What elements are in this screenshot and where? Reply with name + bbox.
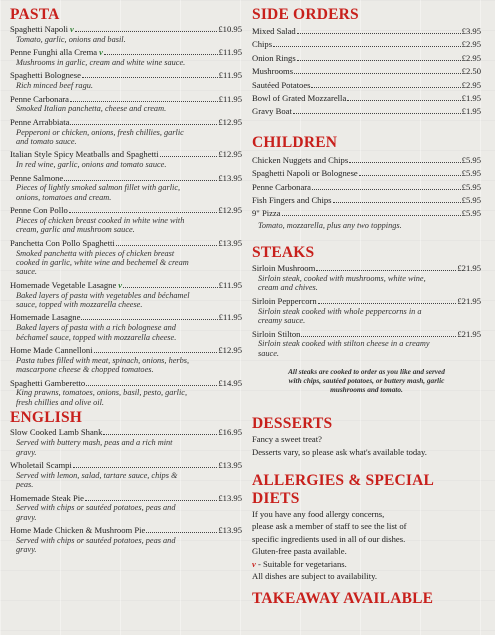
- menu-item-description: Rich minced beef ragu.: [16, 81, 93, 91]
- dot-leader: [301, 330, 456, 337]
- menu-item-line: [10, 94, 242, 105]
- dot-leader: [318, 297, 457, 304]
- menu-item-name: Mixed Salad: [252, 26, 296, 36]
- menu-item-price: £2.95: [461, 39, 481, 50]
- menu-item-name: Penne Con Pollo: [10, 205, 68, 216]
- menu-item-description: sauce.: [258, 348, 279, 358]
- menu-item-description: sauce, topped with mozzarella cheese.: [16, 300, 143, 310]
- menu-item: [10, 238, 242, 280]
- menu-item-name: Wholetail Scampi: [10, 459, 72, 470]
- dot-leader: [70, 95, 218, 102]
- menu-item-description: King prawns, tomatoes, onions, basil, pesto, garlic,: [16, 388, 188, 398]
- menu-item-description: Baked layers of pasta with a rich bolognese and: [16, 323, 176, 333]
- children-heading: CHILDREN: [252, 133, 338, 151]
- menu-item-description: cream, garlic and mushroom sauce.: [16, 225, 135, 235]
- menu-item-name: 9" Pizza: [252, 208, 281, 219]
- menu-item-price: £3.95: [461, 26, 481, 36]
- dot-leader: [312, 183, 461, 190]
- steaks-note-line: mushrooms and tomato.: [330, 385, 403, 395]
- desserts-text: [252, 433, 481, 458]
- menu-item-description: Baked layers of pasta with vegetables and béchamel: [16, 290, 190, 300]
- menu-item-price: £11.95: [218, 93, 242, 104]
- menu-item-name: Spaghetti Napoli or Bolognese: [252, 168, 358, 179]
- menu-item: [252, 92, 481, 105]
- menu-item-line: [10, 460, 242, 471]
- menu-item-name: Sirloin Mushroom: [252, 263, 316, 274]
- menu-item-line: [252, 79, 481, 92]
- dot-leader: [282, 209, 461, 216]
- menu-item-price: £11.95: [218, 70, 242, 81]
- menu-item: [252, 167, 481, 180]
- menu-item-description: Pepperoni or chicken, onions, fresh chillies, garlic: [16, 127, 184, 137]
- menu-item-line: [252, 329, 481, 340]
- menu-item-price: £11.95: [218, 279, 242, 290]
- dot-leader: [104, 48, 218, 55]
- menu-item-price: £10.95: [218, 24, 242, 34]
- menu-item-price: £2.95: [461, 79, 481, 90]
- menu-item-line: [252, 167, 481, 180]
- menu-item-description: Sirloin steak, cooked with mushrooms, white wine,: [258, 274, 426, 284]
- desserts-line: Desserts vary, so please ask what's available today.: [252, 446, 427, 457]
- menu-item: [10, 427, 242, 460]
- dot-leader: [359, 169, 461, 176]
- dot-leader: [81, 313, 217, 320]
- dot-leader: [64, 174, 217, 181]
- allergies-line: Gluten-free pasta available.: [252, 546, 347, 557]
- menu-item-price: £5.95: [461, 154, 481, 165]
- menu-item-price: £11.95: [218, 47, 242, 58]
- menu-item-line: [10, 149, 242, 160]
- steaks-note-line: with chips, sautéed potatoes, or buttery mash, garlic: [288, 376, 445, 386]
- menu-item-description: mascarpone cheese & chopped tomatoes.: [16, 365, 154, 375]
- menu-item-name: Sirloin Stilton: [252, 328, 301, 339]
- menu-item-description: Sirloin steak cooked with whole peppercorns in a: [258, 306, 422, 316]
- dot-leader: [86, 379, 217, 386]
- menu-item-price: £12.95: [218, 149, 242, 160]
- menu-item-price: £12.95: [218, 116, 242, 127]
- takeaway-heading: TAKEAWAY AVAILABLE: [252, 590, 434, 608]
- menu-item-name: Penne Salmone: [10, 172, 64, 183]
- menu-item-line: [10, 427, 242, 438]
- menu-item-description: Served with buttery mash, peas and a rich mint: [16, 438, 173, 448]
- vegetarian-mark: v: [118, 279, 123, 290]
- menu-item-description: onions, tomatoes and cream.: [16, 192, 112, 202]
- menu-item-description: gravy.: [16, 447, 37, 457]
- menu-item: [252, 105, 481, 118]
- menu-item: [252, 181, 481, 194]
- menu-item-description: creamy sauce.: [258, 316, 306, 326]
- menu-item-name: Home Made Chicken & Mushroom Pie: [10, 525, 146, 536]
- menu-item-name: Homemade Vegetable Lasagne: [10, 279, 117, 290]
- menu-item-description: Pieces of lightly smoked salmon fillet with garlic,: [16, 183, 181, 193]
- availability-note: All dishes are subject to availability.: [252, 570, 377, 581]
- menu-item-name: Bowl of Grated Mozzarella: [252, 93, 347, 104]
- dot-leader: [273, 40, 461, 47]
- menu-item: [10, 117, 242, 150]
- menu-item-description: gravy.: [16, 512, 37, 522]
- menu-item-description: In red wine, garlic, onions and tomato sauce.: [16, 160, 167, 170]
- menu-item: [252, 296, 481, 329]
- menu-item-line: [10, 525, 242, 536]
- menu-item: [252, 79, 481, 92]
- menu-item-line: [252, 181, 481, 194]
- menu-item: [10, 312, 242, 345]
- menu-item-price: £16.95: [218, 427, 242, 438]
- menu-item: [252, 52, 481, 65]
- dot-leader: [316, 264, 456, 271]
- menu-item-price: £21.95: [457, 328, 481, 339]
- menu-item-line: [10, 345, 242, 356]
- menu-item-price: £21.95: [457, 295, 481, 306]
- menu-item-name: Chips: [252, 39, 273, 50]
- menu-item-line: [10, 493, 242, 504]
- menu-item-price: £12.95: [218, 345, 242, 356]
- menu-item-description: gravy.: [16, 545, 37, 555]
- menu-item-price: £5.95: [461, 195, 481, 206]
- menu-item-name: Onion Rings: [252, 52, 296, 63]
- menu-item-line: [252, 194, 481, 207]
- children-list: [252, 154, 481, 230]
- dot-leader: [70, 118, 217, 125]
- menu-item: [10, 94, 242, 117]
- dot-leader: [82, 71, 218, 78]
- vegetarian-key: v - Suitable for vegetarians.: [252, 558, 347, 569]
- menu-item-price: £13.95: [218, 172, 242, 183]
- dot-leader: [146, 526, 217, 533]
- allergies-line: specific ingredients used in all of our dishes.: [252, 533, 406, 544]
- menu-item: [252, 38, 481, 51]
- menu-item-line: [252, 207, 481, 220]
- menu-item-description: Tomato, mozzarella, plus any two toppings.: [258, 220, 402, 230]
- english-list: [10, 427, 242, 554]
- menu-item-line: [10, 173, 242, 184]
- menu-item-name: Fish Fingers and Chips: [252, 195, 332, 206]
- vegetarian-mark: v: [99, 47, 103, 58]
- menu-item-line: [252, 296, 481, 307]
- menu-item-price: £1.95: [461, 106, 481, 117]
- side-orders-heading: SIDE ORDERS: [252, 6, 359, 23]
- dot-leader: [293, 107, 461, 114]
- menu-item-description: Mushrooms in garlic, cream and white wine sauce.: [16, 58, 186, 67]
- menu-item: [10, 460, 242, 493]
- menu-item-name: Gravy Boat: [252, 106, 292, 117]
- steaks-list: [252, 263, 481, 358]
- menu-item-description: Tomato, garlic, onions and basil.: [16, 34, 126, 44]
- right-column: [252, 6, 481, 608]
- dot-leader: [297, 27, 461, 34]
- allergies-line: If you have any food allergy concerns,: [252, 508, 385, 519]
- dot-leader: [85, 494, 217, 501]
- menu-item-name: Chicken Nuggets and Chips: [252, 154, 349, 165]
- dot-leader: [94, 346, 218, 353]
- menu-item-price: £13.95: [218, 237, 242, 248]
- dot-leader: [294, 67, 461, 74]
- steaks-note: [252, 367, 481, 394]
- steaks-heading: STEAKS: [252, 244, 315, 262]
- menu-item-name: Sirloin Peppercorn: [252, 295, 317, 306]
- vegetarian-mark: v: [70, 24, 74, 34]
- menu-item-line: [10, 47, 242, 58]
- menu-item-name: Spaghetti Bolognese: [10, 70, 81, 81]
- dot-leader: [69, 206, 218, 213]
- menu-item: [10, 280, 242, 313]
- pasta-heading: PASTA: [10, 6, 60, 23]
- menu-item-price: £13.95: [218, 459, 242, 470]
- menu-item: [10, 205, 242, 238]
- menu-item-name: Penne Carbonara: [10, 93, 69, 104]
- menu-item-description: Served with lemon, salad, tartare sauce, chips &: [16, 470, 178, 480]
- dot-leader: [116, 239, 218, 246]
- menu-item-description: béchamel sauce, topped with mozzarella cheese.: [16, 332, 177, 342]
- menu-item: [10, 173, 242, 206]
- dot-leader: [311, 81, 460, 88]
- menu-item-description: sauce.: [16, 267, 37, 277]
- menu-item-line: [10, 24, 242, 35]
- menu-item-description: and tomato sauce.: [16, 137, 77, 147]
- menu-item-description: Pasta tubes filled with meat, spinach, onions, herbs,: [16, 355, 190, 365]
- menu-item-description: Sirloin steak cooked with stilton cheese in a creamy: [258, 339, 430, 349]
- menu-item: [252, 329, 481, 359]
- menu-item-line: [252, 154, 481, 167]
- allergies-text: [252, 508, 481, 582]
- menu-item-description: cream and chives.: [258, 283, 318, 293]
- menu-item: [10, 345, 242, 378]
- menu-item-description: Smoked panchetta with pieces of chicken breast: [16, 248, 175, 258]
- menu-item-name: Italian Style Spicy Meatballs and Spaghetti: [10, 149, 159, 160]
- menu-item-line: [10, 280, 242, 291]
- menu-item: [252, 207, 481, 230]
- dot-leader: [75, 25, 218, 32]
- steaks-note-line: All steaks are cooked to order as you like and served: [288, 367, 445, 377]
- menu-item-description: Pieces of chicken breast cooked in white wine with: [16, 216, 185, 226]
- menu-item-price: £5.95: [461, 181, 481, 192]
- menu-item-name: Mushrooms: [252, 66, 294, 77]
- menu-item-description: Served with chips or sautéed potatoes, peas and: [16, 503, 176, 513]
- menu-item-line: [252, 52, 481, 65]
- menu-item-price: £12.95: [218, 205, 242, 216]
- left-column: [10, 6, 242, 555]
- menu-item-name: Spaghetti Napoli: [10, 24, 68, 34]
- menu-item-line: [252, 92, 481, 105]
- menu-item-price: £13.95: [218, 492, 242, 503]
- menu-item-price: £2.50: [461, 66, 481, 77]
- menu-item: [252, 263, 481, 296]
- menu-item-line: [10, 117, 242, 128]
- menu-item-price: £21.95: [457, 263, 481, 274]
- menu-item-description: fresh chillies and olive oil.: [16, 397, 104, 407]
- menu-item: [252, 194, 481, 207]
- menu-item-description: Smoked Italian panchetta, cheese and cream.: [16, 104, 167, 114]
- menu-item-description: peas.: [16, 480, 34, 490]
- dot-leader: [333, 196, 461, 203]
- menu-item-price: £1.95: [461, 93, 481, 104]
- menu-item-price: £13.95: [218, 525, 242, 536]
- menu-item-name: Panchetta Con Pollo Spaghetti: [10, 237, 115, 248]
- menu-item: [10, 47, 242, 70]
- dot-leader: [160, 150, 218, 157]
- menu-item: [10, 378, 242, 408]
- menu-item: [252, 65, 481, 78]
- menu-item: [10, 525, 242, 555]
- menu-item-line: [10, 205, 242, 216]
- menu-item-line: [10, 378, 242, 389]
- menu-item-name: Penne Funghi alla Crema: [10, 47, 98, 58]
- desserts-heading: DESSERTS: [252, 415, 333, 433]
- allergies-heading: ALLERGIES & SPECIAL DIETS: [252, 471, 434, 507]
- menu-item-description: Served with chips or sautéed potatoes, peas and: [16, 535, 176, 545]
- menu-item-line: [252, 38, 481, 51]
- menu-item: [10, 493, 242, 526]
- menu-item-line: [252, 263, 481, 274]
- pasta-list: [10, 24, 242, 407]
- menu-item-price: £5.95: [461, 208, 481, 219]
- menu-item-name: Slow Cooked Lamb Shank: [10, 427, 103, 438]
- dot-leader: [73, 461, 218, 468]
- menu-item-name: Penne Arrabbiata: [10, 116, 70, 127]
- menu-item-line: [10, 312, 242, 323]
- menu-item: [10, 149, 242, 172]
- menu-item-description: cooked in garlic, white wine and bechemel & cream: [16, 258, 189, 268]
- menu-item-line: [252, 25, 481, 38]
- menu-item-name: Homemade Lasagne: [10, 312, 81, 323]
- menu-item-price: £5.95: [461, 168, 481, 179]
- menu-item: [252, 154, 481, 167]
- allergies-line: please ask a member of staff to see the list of: [252, 521, 407, 532]
- dot-leader: [349, 156, 460, 163]
- menu-item-name: Penne Carbonara: [252, 181, 311, 192]
- menu-item-name: Sautéed Potatoes: [252, 79, 311, 90]
- menu-item-price: £11.95: [218, 312, 242, 323]
- menu-item: [10, 24, 242, 47]
- dot-leader: [297, 54, 461, 61]
- menu-item-price: £14.95: [218, 377, 242, 388]
- menu-item-name: Homemade Steak Pie: [10, 492, 84, 503]
- menu-item-line: [252, 105, 481, 118]
- menu-item-name: Spaghetti Gamberetto: [10, 377, 86, 388]
- menu-item-line: [10, 238, 242, 249]
- dot-leader: [103, 428, 217, 435]
- menu-item-line: [252, 65, 481, 78]
- menu-item: [10, 70, 242, 93]
- menu-item-name: Home Made Cannelloni: [10, 345, 93, 356]
- side-orders-list: [252, 25, 481, 119]
- dot-leader: [123, 281, 218, 288]
- vegetarian-mark: v: [252, 558, 256, 569]
- dot-leader: [347, 94, 460, 101]
- menu-item-line: [10, 70, 242, 81]
- menu-item-price: £2.95: [461, 52, 481, 63]
- menu-item: [252, 25, 481, 38]
- desserts-line: Fancy a sweet treat?: [252, 434, 322, 445]
- english-heading: ENGLISH: [10, 409, 83, 427]
